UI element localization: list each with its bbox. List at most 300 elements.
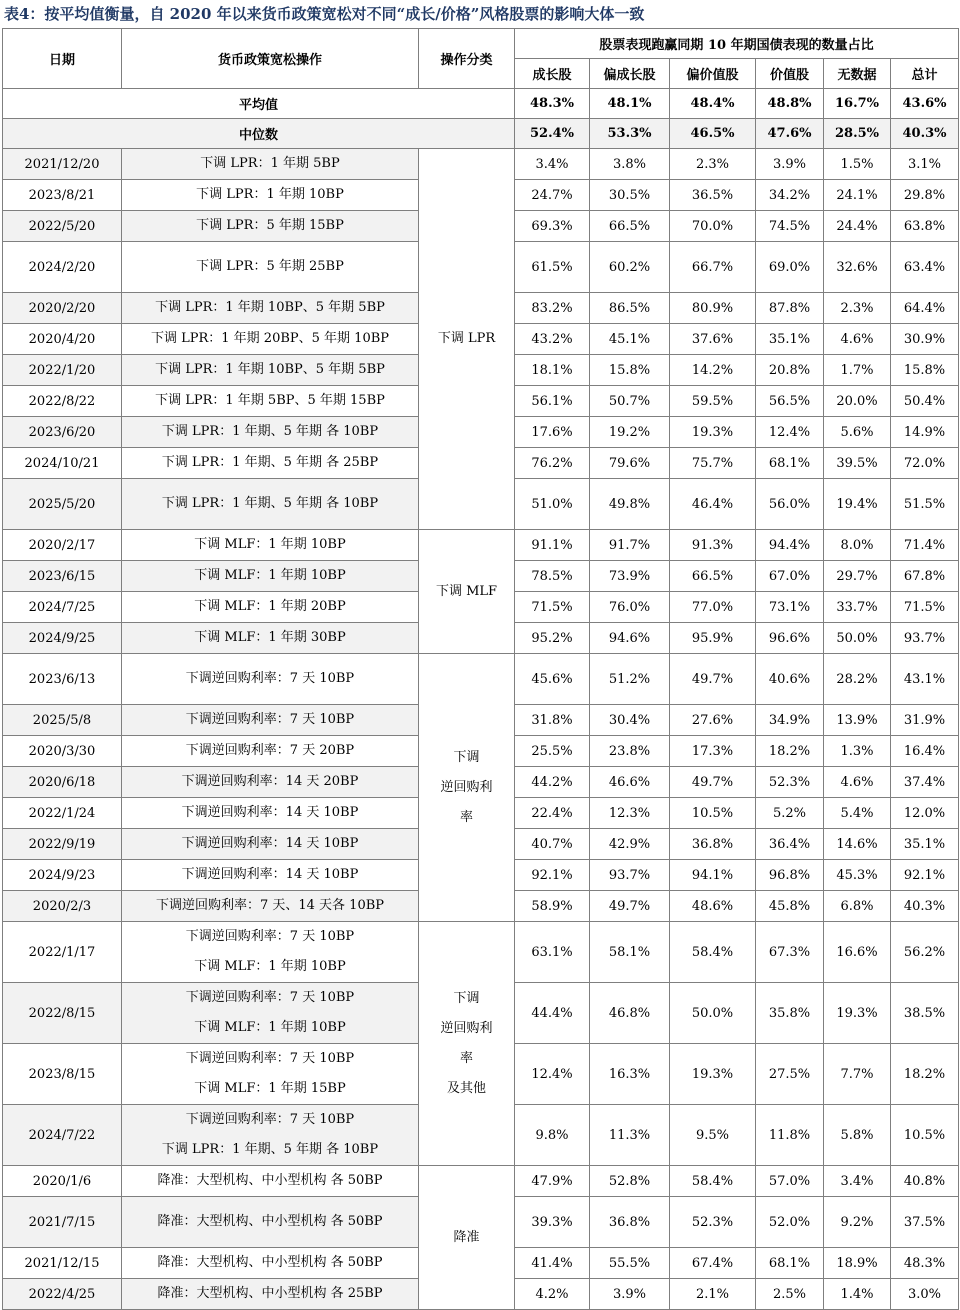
operation-line: 降准：大型机构、中小型机构 各 25BP	[157, 1286, 383, 1301]
row-operation	[122, 561, 419, 592]
row-operation	[122, 417, 419, 448]
row-value: 92.1%	[515, 860, 590, 891]
row-value: 31.8%	[515, 705, 590, 736]
row-value: 91.7%	[590, 530, 670, 561]
row-value: 44.2%	[515, 767, 590, 798]
row-value: 94.4%	[756, 530, 824, 561]
operation-line: 下调 LPR：1 年期 10BP、5 年期 5BP	[155, 300, 385, 315]
operation-line: 下调逆回购利率：7 天 10BP	[185, 671, 355, 686]
row-value: 74.5%	[756, 211, 824, 242]
summary-value: 48.3%	[515, 89, 590, 119]
row-value: 19.3%	[824, 983, 891, 1044]
row-value: 96.6%	[756, 623, 824, 654]
category-line: 率	[459, 1050, 473, 1066]
summary-value: 48.1%	[590, 89, 670, 119]
row-value: 58.4%	[670, 922, 756, 983]
row-value: 24.4%	[824, 211, 891, 242]
row-value: 6.8%	[824, 891, 891, 922]
operation-line: 下调逆回购利率：14 天 10BP	[181, 867, 359, 882]
row-value: 1.5%	[824, 149, 891, 180]
summary-label: 中位数	[3, 119, 515, 149]
row-value: 16.3%	[590, 1044, 670, 1105]
row-value: 71.5%	[891, 592, 959, 623]
row-value: 68.1%	[756, 1248, 824, 1279]
row-value: 51.2%	[590, 654, 670, 705]
row-value: 36.4%	[756, 829, 824, 860]
row-value: 40.8%	[891, 1166, 959, 1197]
row-value: 2.5%	[756, 1279, 824, 1310]
row-value: 3.0%	[891, 1279, 959, 1310]
row-value: 16.6%	[824, 922, 891, 983]
row-date: 2020/3/30	[3, 736, 122, 767]
row-operation	[122, 448, 419, 479]
row-date: 2023/6/15	[3, 561, 122, 592]
row-value: 3.1%	[891, 149, 959, 180]
row-date: 2020/2/17	[3, 530, 122, 561]
row-value: 12.3%	[590, 798, 670, 829]
row-value: 66.5%	[670, 561, 756, 592]
row-value: 59.5%	[670, 386, 756, 417]
row-value: 27.5%	[756, 1044, 824, 1105]
row-value: 58.4%	[670, 1166, 756, 1197]
row-value: 24.7%	[515, 180, 590, 211]
row-value: 22.4%	[515, 798, 590, 829]
row-operation	[122, 654, 419, 705]
row-value: 33.7%	[824, 592, 891, 623]
row-value: 41.4%	[515, 1248, 590, 1279]
row-value: 45.1%	[590, 324, 670, 355]
row-value: 40.7%	[515, 829, 590, 860]
row-value: 68.1%	[756, 448, 824, 479]
row-value: 18.2%	[756, 736, 824, 767]
row-value: 56.1%	[515, 386, 590, 417]
summary-value: 48.8%	[756, 89, 824, 119]
row-value: 30.9%	[891, 324, 959, 355]
row-value: 80.9%	[670, 293, 756, 324]
row-value: 51.5%	[891, 479, 959, 530]
operation-line: 下调逆回购利率：14 天 20BP	[181, 774, 359, 789]
row-value: 50.4%	[891, 386, 959, 417]
row-value: 91.3%	[670, 530, 756, 561]
row-date: 2025/5/20	[3, 479, 122, 530]
row-value: 50.0%	[670, 983, 756, 1044]
row-date: 2023/6/13	[3, 654, 122, 705]
row-date: 2021/12/15	[3, 1248, 122, 1279]
row-value: 49.7%	[590, 891, 670, 922]
operation-line: 下调 MLF：1 年期 20BP	[194, 599, 346, 614]
row-operation	[122, 1279, 419, 1310]
row-operation	[122, 293, 419, 324]
row-value: 28.2%	[824, 654, 891, 705]
row-value: 19.3%	[670, 1044, 756, 1105]
category-line: 降准	[453, 1229, 480, 1245]
row-value: 29.7%	[824, 561, 891, 592]
row-operation	[122, 211, 419, 242]
row-value: 69.0%	[756, 242, 824, 293]
row-value: 73.1%	[756, 592, 824, 623]
row-value: 70.0%	[670, 211, 756, 242]
row-date: 2022/1/24	[3, 798, 122, 829]
row-value: 43.2%	[515, 324, 590, 355]
row-value: 2.1%	[670, 1279, 756, 1310]
row-operation	[122, 623, 419, 654]
row-value: 91.1%	[515, 530, 590, 561]
row-date: 2020/2/3	[3, 891, 122, 922]
summary-value: 43.6%	[891, 89, 959, 119]
row-value: 11.3%	[590, 1105, 670, 1166]
row-value: 25.5%	[515, 736, 590, 767]
row-value: 56.2%	[891, 922, 959, 983]
row-value: 46.6%	[590, 767, 670, 798]
summary-row	[3, 89, 959, 119]
row-value: 4.2%	[515, 1279, 590, 1310]
row-value: 20.0%	[824, 386, 891, 417]
header-col-total: 总计	[891, 59, 959, 89]
category-line: 率	[459, 809, 473, 825]
row-date: 2021/7/15	[3, 1197, 122, 1248]
row-value: 16.4%	[891, 736, 959, 767]
row-value: 7.7%	[824, 1044, 891, 1105]
row-value: 45.6%	[515, 654, 590, 705]
operation-line: 下调逆回购利率：14 天 10BP	[181, 836, 359, 851]
row-value: 24.1%	[824, 180, 891, 211]
row-value: 67.8%	[891, 561, 959, 592]
operation-line: 下调 LPR：1 年期、5 年期 各 10BP	[161, 424, 379, 439]
row-value: 38.5%	[891, 983, 959, 1044]
row-value: 50.0%	[824, 623, 891, 654]
row-value: 57.0%	[756, 1166, 824, 1197]
row-value: 49.7%	[670, 654, 756, 705]
row-value: 71.4%	[891, 530, 959, 561]
row-value: 46.8%	[590, 983, 670, 1044]
summary-value: 40.3%	[891, 119, 959, 149]
row-category	[419, 149, 515, 530]
row-value: 76.0%	[590, 592, 670, 623]
row-value: 27.6%	[670, 705, 756, 736]
row-value: 52.3%	[670, 1197, 756, 1248]
row-value: 1.4%	[824, 1279, 891, 1310]
category-line: 下调	[453, 749, 480, 765]
operation-line: 下调 LPR：1 年期 5BP	[200, 156, 340, 171]
row-date: 2023/6/20	[3, 417, 122, 448]
row-value: 14.2%	[670, 355, 756, 386]
operation-line: 降准：大型机构、中小型机构 各 50BP	[157, 1214, 383, 1229]
row-value: 78.5%	[515, 561, 590, 592]
row-value: 36.5%	[670, 180, 756, 211]
operation-line: 下调 LPR：1 年期 5BP、5 年期 15BP	[155, 393, 385, 408]
operation-line: 下调 LPR：1 年期、5 年期 各 10BP	[161, 1142, 379, 1157]
row-value: 64.4%	[891, 293, 959, 324]
row-value: 36.8%	[670, 829, 756, 860]
row-value: 45.8%	[756, 891, 824, 922]
row-value: 95.9%	[670, 623, 756, 654]
row-value: 93.7%	[891, 623, 959, 654]
row-value: 39.5%	[824, 448, 891, 479]
row-operation	[122, 1105, 419, 1166]
row-value: 4.6%	[824, 767, 891, 798]
operation-line: 下调逆回购利率：7 天 10BP	[185, 929, 355, 944]
row-value: 96.8%	[756, 860, 824, 891]
row-date: 2022/8/22	[3, 386, 122, 417]
row-value: 29.8%	[891, 180, 959, 211]
row-value: 40.6%	[756, 654, 824, 705]
row-operation	[122, 355, 419, 386]
row-date: 2021/12/20	[3, 149, 122, 180]
row-category	[419, 530, 515, 654]
row-value: 32.6%	[824, 242, 891, 293]
row-date: 2024/9/25	[3, 623, 122, 654]
table-row	[3, 530, 959, 561]
row-date: 2020/4/20	[3, 324, 122, 355]
operation-line: 下调 MLF：1 年期 10BP	[194, 959, 346, 974]
row-value: 34.9%	[756, 705, 824, 736]
operation-line: 下调 LPR：1 年期 10BP、5 年期 5BP	[155, 362, 385, 377]
row-date: 2020/2/20	[3, 293, 122, 324]
row-value: 75.7%	[670, 448, 756, 479]
row-value: 3.4%	[824, 1166, 891, 1197]
row-operation	[122, 149, 419, 180]
row-value: 72.0%	[891, 448, 959, 479]
row-category	[419, 654, 515, 922]
row-operation	[122, 1044, 419, 1105]
row-value: 36.8%	[590, 1197, 670, 1248]
row-value: 14.6%	[824, 829, 891, 860]
row-operation	[122, 530, 419, 561]
row-operation	[122, 1166, 419, 1197]
row-value: 1.3%	[824, 736, 891, 767]
row-date: 2024/9/23	[3, 860, 122, 891]
operation-line: 下调 MLF：1 年期 30BP	[194, 630, 346, 645]
row-value: 3.9%	[756, 149, 824, 180]
row-value: 2.3%	[824, 293, 891, 324]
row-value: 20.8%	[756, 355, 824, 386]
row-value: 92.1%	[891, 860, 959, 891]
row-value: 66.5%	[590, 211, 670, 242]
row-value: 14.9%	[891, 417, 959, 448]
row-date: 2022/8/15	[3, 983, 122, 1044]
summary-value: 48.4%	[670, 89, 756, 119]
operation-line: 下调 LPR：5 年期 15BP	[196, 218, 344, 233]
row-value: 73.9%	[590, 561, 670, 592]
row-operation	[122, 891, 419, 922]
row-operation	[122, 829, 419, 860]
header-group: 股票表现跑赢同期 10 年期国债表现的数量占比	[515, 29, 959, 59]
table-row	[3, 654, 959, 705]
row-operation	[122, 180, 419, 211]
summary-row	[3, 119, 959, 149]
row-operation	[122, 386, 419, 417]
row-value: 52.0%	[756, 1197, 824, 1248]
row-value: 51.0%	[515, 479, 590, 530]
table-title: 表4：按平均值衡量，自 2020 年以来货币政策宽松对不同“成长/价格”风格股票的影响大体一致	[4, 5, 645, 23]
category-line: 下调 MLF	[435, 583, 498, 599]
header-col-growth: 成长股	[515, 59, 590, 89]
row-value: 3.9%	[590, 1279, 670, 1310]
row-value: 76.2%	[515, 448, 590, 479]
row-value: 30.5%	[590, 180, 670, 211]
row-operation	[122, 479, 419, 530]
row-value: 87.8%	[756, 293, 824, 324]
row-value: 13.9%	[824, 705, 891, 736]
header-date: 日期	[3, 29, 122, 89]
category-line: 下调 LPR	[437, 331, 496, 346]
operation-line: 下调 MLF：1 年期 10BP	[194, 568, 346, 583]
row-value: 1.7%	[824, 355, 891, 386]
operation-line: 下调逆回购利率：7 天 10BP	[185, 1051, 355, 1066]
row-operation	[122, 324, 419, 355]
row-value: 48.6%	[670, 891, 756, 922]
row-operation	[122, 1248, 419, 1279]
row-operation	[122, 736, 419, 767]
row-value: 69.3%	[515, 211, 590, 242]
row-operation	[122, 242, 419, 293]
row-value: 46.4%	[670, 479, 756, 530]
row-date: 2022/5/20	[3, 211, 122, 242]
summary-value: 53.3%	[590, 119, 670, 149]
row-value: 17.6%	[515, 417, 590, 448]
row-value: 49.7%	[670, 767, 756, 798]
row-operation	[122, 983, 419, 1044]
row-value: 12.4%	[756, 417, 824, 448]
row-operation	[122, 705, 419, 736]
row-value: 30.4%	[590, 705, 670, 736]
category-line: 下调	[453, 990, 480, 1006]
row-operation	[122, 592, 419, 623]
operation-line: 降准：大型机构、中小型机构 各 50BP	[157, 1255, 383, 1270]
row-date: 2024/10/21	[3, 448, 122, 479]
row-value: 45.3%	[824, 860, 891, 891]
row-value: 17.3%	[670, 736, 756, 767]
data-table	[2, 28, 959, 1310]
row-value: 67.0%	[756, 561, 824, 592]
row-value: 42.9%	[590, 829, 670, 860]
row-operation	[122, 767, 419, 798]
row-value: 63.1%	[515, 922, 590, 983]
row-value: 18.9%	[824, 1248, 891, 1279]
row-date: 2025/5/8	[3, 705, 122, 736]
row-value: 23.8%	[590, 736, 670, 767]
row-date: 2023/8/21	[3, 180, 122, 211]
operation-line: 下调 LPR：5 年期 25BP	[196, 259, 344, 274]
row-value: 40.3%	[891, 891, 959, 922]
header-col-no-data: 无数据	[824, 59, 891, 89]
row-value: 19.4%	[824, 479, 891, 530]
row-value: 83.2%	[515, 293, 590, 324]
row-value: 49.8%	[590, 479, 670, 530]
operation-line: 下调 MLF：1 年期 10BP	[194, 537, 346, 552]
category-line: 逆回购利	[440, 779, 493, 795]
row-value: 43.1%	[891, 654, 959, 705]
row-value: 2.3%	[670, 149, 756, 180]
row-value: 3.4%	[515, 149, 590, 180]
row-date: 2020/1/6	[3, 1166, 122, 1197]
row-value: 18.2%	[891, 1044, 959, 1105]
table-row	[3, 922, 959, 983]
row-value: 18.1%	[515, 355, 590, 386]
row-value: 58.1%	[590, 922, 670, 983]
row-value: 79.6%	[590, 448, 670, 479]
row-value: 48.3%	[891, 1248, 959, 1279]
row-value: 61.5%	[515, 242, 590, 293]
row-value: 34.2%	[756, 180, 824, 211]
summary-value: 47.6%	[756, 119, 824, 149]
row-value: 77.0%	[670, 592, 756, 623]
table-row	[3, 149, 959, 180]
category-line: 逆回购利	[440, 1020, 493, 1036]
row-value: 56.0%	[756, 479, 824, 530]
row-value: 44.4%	[515, 983, 590, 1044]
operation-line: 下调 LPR：1 年期 10BP	[196, 187, 344, 202]
row-value: 94.6%	[590, 623, 670, 654]
operation-line: 下调 MLF：1 年期 10BP	[194, 1020, 346, 1035]
row-value: 9.2%	[824, 1197, 891, 1248]
row-value: 52.8%	[590, 1166, 670, 1197]
header-col-lean-growth: 偏成长股	[590, 59, 670, 89]
header-operation: 货币政策宽松操作	[122, 29, 419, 89]
row-value: 66.7%	[670, 242, 756, 293]
operation-line: 下调 LPR：1 年期 20BP、5 年期 10BP	[150, 331, 390, 346]
row-operation	[122, 798, 419, 829]
row-value: 67.4%	[670, 1248, 756, 1279]
summary-value: 46.5%	[670, 119, 756, 149]
row-value: 12.0%	[891, 798, 959, 829]
row-value: 35.8%	[756, 983, 824, 1044]
operation-line: 下调逆回购利率：7 天 10BP	[185, 1112, 355, 1127]
row-value: 3.8%	[590, 149, 670, 180]
row-value: 15.8%	[891, 355, 959, 386]
operation-line: 下调逆回购利率：14 天 10BP	[181, 805, 359, 820]
row-value: 93.7%	[590, 860, 670, 891]
operation-line: 降准：大型机构、中小型机构 各 50BP	[157, 1173, 383, 1188]
operation-line: 下调 MLF：1 年期 15BP	[194, 1081, 346, 1096]
row-date: 2022/1/20	[3, 355, 122, 386]
row-value: 50.7%	[590, 386, 670, 417]
row-date: 2022/4/25	[3, 1279, 122, 1310]
operation-line: 下调 LPR：1 年期、5 年期 各 10BP	[161, 496, 379, 511]
row-value: 12.4%	[515, 1044, 590, 1105]
row-value: 35.1%	[891, 829, 959, 860]
row-value: 35.1%	[756, 324, 824, 355]
row-value: 95.2%	[515, 623, 590, 654]
row-value: 37.6%	[670, 324, 756, 355]
operation-line: 下调逆回购利率：7 天 10BP	[185, 990, 355, 1005]
row-value: 5.6%	[824, 417, 891, 448]
row-operation	[122, 922, 419, 983]
row-date: 2022/9/19	[3, 829, 122, 860]
row-value: 63.4%	[891, 242, 959, 293]
row-value: 5.8%	[824, 1105, 891, 1166]
operation-line: 下调 LPR：1 年期、5 年期 各 25BP	[161, 455, 379, 470]
row-value: 52.3%	[756, 767, 824, 798]
row-value: 37.5%	[891, 1197, 959, 1248]
row-value: 4.6%	[824, 324, 891, 355]
row-operation	[122, 860, 419, 891]
row-date: 2020/6/18	[3, 767, 122, 798]
row-value: 56.5%	[756, 386, 824, 417]
header-col-lean-value: 偏价值股	[670, 59, 756, 89]
row-value: 55.5%	[590, 1248, 670, 1279]
row-value: 94.1%	[670, 860, 756, 891]
row-value: 58.9%	[515, 891, 590, 922]
row-category	[419, 1166, 515, 1310]
summary-label: 平均值	[3, 89, 515, 119]
row-value: 9.8%	[515, 1105, 590, 1166]
row-value: 67.3%	[756, 922, 824, 983]
row-value: 63.8%	[891, 211, 959, 242]
row-value: 8.0%	[824, 530, 891, 561]
row-date: 2023/8/15	[3, 1044, 122, 1105]
operation-line: 下调逆回购利率：7 天 10BP	[185, 712, 355, 727]
